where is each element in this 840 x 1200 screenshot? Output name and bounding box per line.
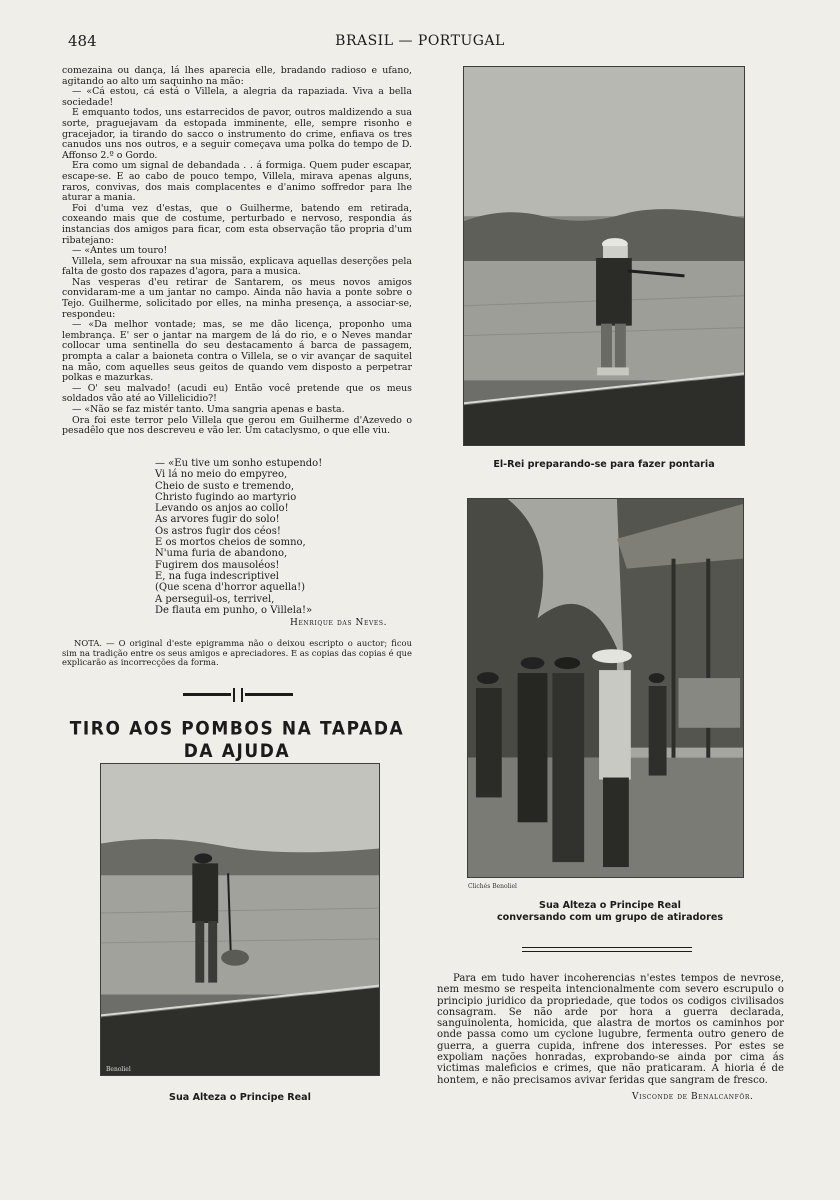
- photo-prince-standing: [100, 763, 380, 1076]
- poem-line: Levando os anjos ao collo!: [155, 503, 289, 515]
- article-paragraph: — O' seu malvado! (acudi eu) Então você pretende que os meus soldados vão até ao Villelicidio?!: [62, 382, 412, 405]
- poem-author: Henrique das Neves.: [290, 618, 388, 628]
- article-paragraph: — «Cá estou, cá está o Villela, a alegria da rapaziada. Viva a bella sociedade!: [62, 86, 412, 108]
- poem-line: Os astros fugir dos céos!: [155, 525, 281, 537]
- article-paragraph: Nas vesperas d'eu retirar de Santarem, os meus novos amigos convidaram-me a um jantar no campo. Ainda não havia a ponte sobre o Tejo. Guilherme, solicitado por elles, na minha presença, a associar-se, respondeu:: [62, 276, 412, 320]
- photo-credit: Benoliel: [106, 1066, 131, 1073]
- page-number: 484: [68, 32, 97, 50]
- epilogue-paragraph: Para em tudo haver incoherencias n'estes tempos de nevrose, nem mesmo se respeita intencionalmente com severo escrupulo o principio juridico da propriedade, que todos os codigos civilisados consagram. Se não arde por hora a guerra declarada, sanguinolenta, homicida, que alastra de mortos os caminhos por onde passa como um cyclone lugubre, fermenta outro genero de guerra, a guerra cupida, infrene dos interesses. Por estes se expoliam nações honradas, exprobando-se ainda por cima ás victimas maleficios e crimes, que não praticaram. A hioria é de hontem, e não precisamos avivar feridas que sangram de fresco.: [437, 973, 784, 1086]
- caption-prince-standing: Sua Alteza o Principe Real: [169, 1092, 311, 1103]
- poem-line: Christo fugindo ao martyrio: [155, 491, 297, 503]
- poem-line: E os mortos cheios de somno,: [155, 537, 306, 549]
- poem: [155, 458, 405, 616]
- article-paragraph: — «Da melhor vontade; mas, se me dão licença, proponho uma lembrança. E' ser o jantar na margem de lá do rio, e o Neves mandar collocar uma sentinella do seu destacamento á barca de passagem, prompta a calar a baioneta contra o Villela, se o vir avançar de saquitel na mão, com aquelles seus geitos de quando vem disposto a perpetrar polkas e mazurkas.: [62, 319, 412, 384]
- caption-line: Sua Alteza o Principe Real: [539, 900, 681, 911]
- article-paragraph: comezaina ou dança, lá lhes aparecia elle, bradando radioso e ufano, agitando ao alto um saquinho na mão:: [62, 65, 412, 87]
- poem-line: A perseguil-os, terrivel,: [155, 593, 275, 605]
- poem-line: (Que scena d'horror aquella!): [155, 582, 306, 594]
- poem-line: Vi lá no meio do empyreo,: [155, 469, 288, 481]
- article-column: [62, 66, 412, 437]
- double-rule-divider: [522, 947, 692, 952]
- caption-king-aiming: El-Rei preparando-se para fazer pontaria: [493, 459, 715, 470]
- editor-note: NOTA. — O original d'este epigramma não o deixou escripto o auctor; ficou sim na tradição entre os seus amigos e apreciadores. E as copias das copias é que explicarão as incorrecções da forma.: [62, 638, 412, 668]
- photo-credit: Clichés Benoliel: [468, 883, 517, 890]
- caption-line: conversando com um grupo de atiradores: [496, 912, 724, 923]
- article-paragraph: E emquanto todos, uns estarrecidos de pavor, outros maldizendo a sua sorte, praguejavam da estopada imminente, elle, sempre risonho e gracejador, ia tirando do sacco o instrumento do crime, enfiava os tres canudos uns nos outros, e a seguir começava uma polka do tempo de D. Affonso 2.º o Gordo.: [62, 107, 412, 161]
- article-paragraph: Era como um signal de debandada . . á formiga. Quem puder escapar, escape-se. E ao cabo de pouco tempo, Villela, mirava apenas alguns, raros, convivas, dos mais complacentes e d'animo soffredor para lhe aturar a mania.: [62, 160, 412, 204]
- poem-line: Cheio de susto e tremendo,: [155, 480, 295, 492]
- poem-line: N'uma furia de abandono,: [155, 548, 288, 560]
- article-paragraph: — «Não se faz mistér tanto. Uma sangria apenas e basta.: [72, 404, 345, 415]
- caption-prince-group: [470, 900, 750, 924]
- poem-line: — «Eu tive um sonho estupendo!: [155, 458, 323, 469]
- article-paragraph: Ora foi este terror pelo Villela que gerou em Guilherme d'Azevedo o pesadêlo que nos descreveu e vão ler. Um cataclysmo, o que elle viu.: [62, 414, 412, 437]
- poem-line: E, na fuga indescriptivel: [155, 570, 279, 582]
- running-head: BRASIL — PORTUGAL: [335, 33, 505, 49]
- article-paragraph: — «Antes um touro!: [72, 245, 168, 257]
- ornament-divider: [183, 688, 293, 702]
- poem-line: Fugirem dos mausoléos!: [155, 559, 280, 571]
- poem-line: As arvores fugir do solo!: [155, 514, 280, 526]
- poem-line: De flauta em punho, o Villela!»: [155, 604, 313, 616]
- photo-prince-group: [467, 498, 744, 878]
- section-title: TIRO AOS POMBOS NA TAPADA DA AJUDA: [69, 717, 405, 763]
- author-signature: Visconde de Benalcanfôr.: [632, 1092, 754, 1102]
- article-paragraph: Foi d'uma vez d'estas, que o Guilherme, batendo em retirada, coxeando mais que de costume, perturbado e nervoso, respondia ás instancias dos amigos para ficar, com esta observação tão propria d'um ribatejano:: [62, 202, 412, 246]
- photo-king-aiming: [463, 66, 745, 446]
- article-paragraph: Villela, sem afrouxar na sua missão, explicava aquellas deserções pela falta de gosto dos rapazes d'agora, para a musica.: [62, 255, 412, 278]
